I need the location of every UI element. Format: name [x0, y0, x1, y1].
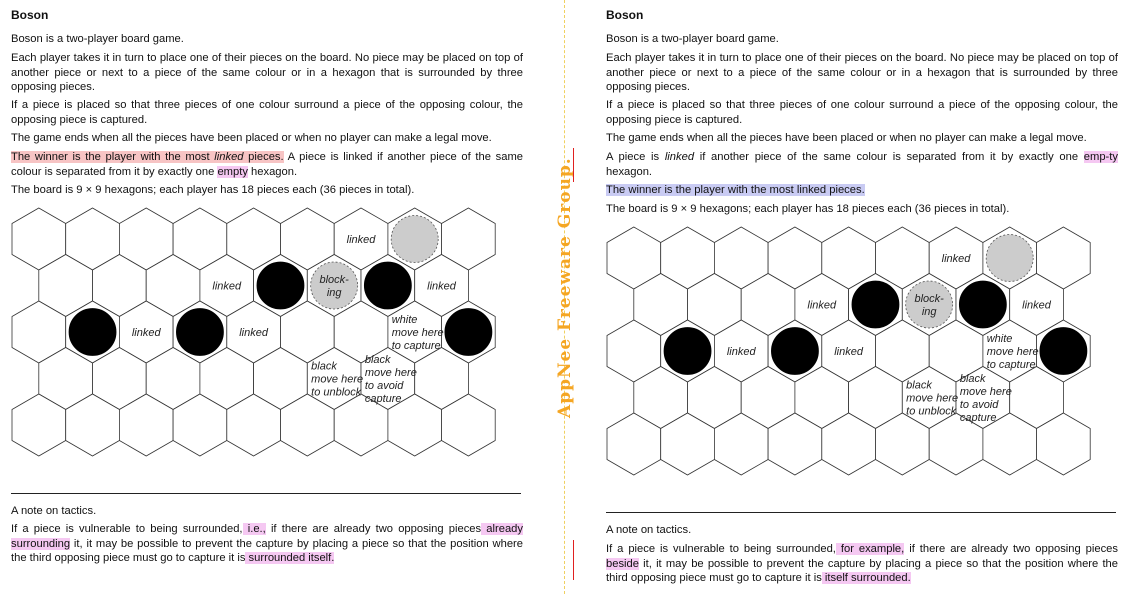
gray-piece	[391, 216, 438, 263]
black-piece	[69, 309, 116, 356]
paragraph-note-heading: A note on tactics.	[606, 524, 692, 536]
paragraph-winner	[606, 183, 1118, 198]
change-bar	[573, 148, 574, 182]
board-label: move here	[391, 327, 444, 339]
black-piece	[1040, 328, 1087, 375]
highlight-winner-text: The winner is the player with the most linked pieces.	[11, 151, 284, 163]
paragraph-linked-definition: A piece is linked if another piece of the same colour is separated from it by exactly one emp-ty hexagon.	[606, 151, 1118, 178]
board-label: capture	[364, 393, 402, 405]
board-label: move here	[906, 392, 959, 405]
board-label: linked	[239, 327, 268, 339]
board-label: black	[311, 360, 337, 373]
highlight-empty: emp-ty	[1083, 151, 1118, 163]
board-label: linked	[834, 346, 863, 358]
paragraph-placement: Each player takes it in turn to place one of their pieces on the board. No piece may be placed on top of another piece or next to a piece of the same colour or in a hexagon that is surrounded by three opposing pieces.	[11, 52, 523, 94]
paragraph-capture: If a piece is placed so that three pieces of one colour surround a piece of the opposing colour, the opposing piece is captured.	[11, 99, 523, 126]
board-label: move here	[986, 346, 1039, 358]
watermark: AppNee Freeware Group.	[555, 157, 575, 418]
black-piece	[257, 262, 304, 309]
paragraph-board-size: The board is 9 × 9 hexagons; each player has 18 pieces each (36 pieces in total).	[11, 184, 415, 196]
paragraph-game-end: The game ends when all the pieces have been placed or when no player can make a legal move.	[606, 132, 1087, 144]
paragraph-note-heading: A note on tactics.	[11, 505, 97, 517]
board-label: move here	[959, 386, 1012, 398]
paragraph-intro: Boson is a two-player board game.	[11, 33, 184, 45]
board-label: white	[391, 314, 418, 326]
board-label: to capture	[391, 340, 441, 352]
board-label: block-	[914, 293, 944, 305]
board-label: linked	[807, 299, 837, 312]
board-label: linked	[1022, 299, 1051, 312]
board-label: ing	[326, 287, 342, 299]
board-label: to capture	[986, 359, 1036, 371]
horizontal-rule	[606, 512, 1116, 513]
highlight-winner-text: The winner is the player with the most linked pieces.	[606, 184, 865, 196]
page-title: Boson	[11, 8, 49, 22]
page-title: Boson	[606, 8, 644, 22]
board-label: linked	[131, 327, 161, 339]
right-document-page	[606, 0, 1126, 594]
horizontal-rule	[11, 493, 521, 494]
paragraph-placement: Each player takes it in turn to place one of their pieces on the board. No piece may be placed on top of another piece or next to a piece of the same colour or in a hexagon that is surrounded by three opposing pieces.	[606, 52, 1118, 94]
gray-piece	[986, 235, 1033, 282]
board-label: ing	[921, 306, 937, 318]
board-label: black	[364, 354, 391, 366]
board-label: black	[906, 379, 932, 392]
board-label: linked	[726, 346, 756, 358]
left-document-page	[11, 0, 531, 594]
paragraph-board-size: The board is 9 × 9 hexagons; each player has 18 pieces each (36 pieces in total).	[606, 203, 1010, 215]
board-label: capture	[959, 412, 997, 424]
change-bar	[573, 540, 574, 580]
board-label: linked	[427, 280, 456, 293]
board-label: linked	[212, 280, 242, 293]
board-label: move here	[364, 367, 417, 379]
paragraph-capture: If a piece is placed so that three pieces of one colour surround a piece of the opposing colour, the opposing piece is captured.	[606, 99, 1118, 126]
black-piece	[959, 281, 1006, 328]
black-piece	[364, 262, 411, 309]
black-piece	[176, 309, 223, 356]
board-label: to avoid	[364, 380, 404, 392]
highlight-empty: empty	[217, 165, 248, 178]
black-piece	[445, 309, 492, 356]
paragraph-tactics: If a piece is vulnerable to being surrounded, i.e., if there are already two opposing pieces already surrounding it, it may be possible to prevent the capture by placing a piece so that the position where the third opposing piece must go to capture it is surrounded itself.	[11, 523, 523, 565]
board-label: linked	[346, 234, 376, 246]
black-piece	[664, 328, 711, 375]
board-label: white	[986, 333, 1013, 345]
board-label: to unblock	[311, 386, 362, 399]
hex-board	[11, 207, 523, 457]
paragraph-intro: Boson is a two-player board game.	[606, 33, 779, 45]
paragraph-game-end: The game ends when all the pieces have been placed or when no player can make a legal move.	[11, 132, 492, 144]
paragraph-winner-linked: The winner is the player with the most linked pieces. A piece is linked if another piece of the same colour is separated from it by exactly one empty hexagon.	[11, 151, 523, 178]
board-label: move here	[311, 373, 364, 386]
board-label: linked	[941, 253, 971, 265]
black-piece	[771, 328, 818, 375]
board-label: block-	[319, 274, 349, 286]
board-label: to avoid	[959, 399, 999, 411]
board-label: to unblock	[906, 405, 957, 418]
paragraph-tactics: If a piece is vulnerable to being surrounded, for example, if there are already two opposing pieces beside it, it may be possible to prevent the capture by placing a piece so that the position where the third opposing piece must go to capture it is itself surrounded.	[606, 543, 1118, 585]
board-label: black	[959, 373, 986, 385]
black-piece	[852, 281, 899, 328]
hex-board	[606, 226, 1118, 476]
